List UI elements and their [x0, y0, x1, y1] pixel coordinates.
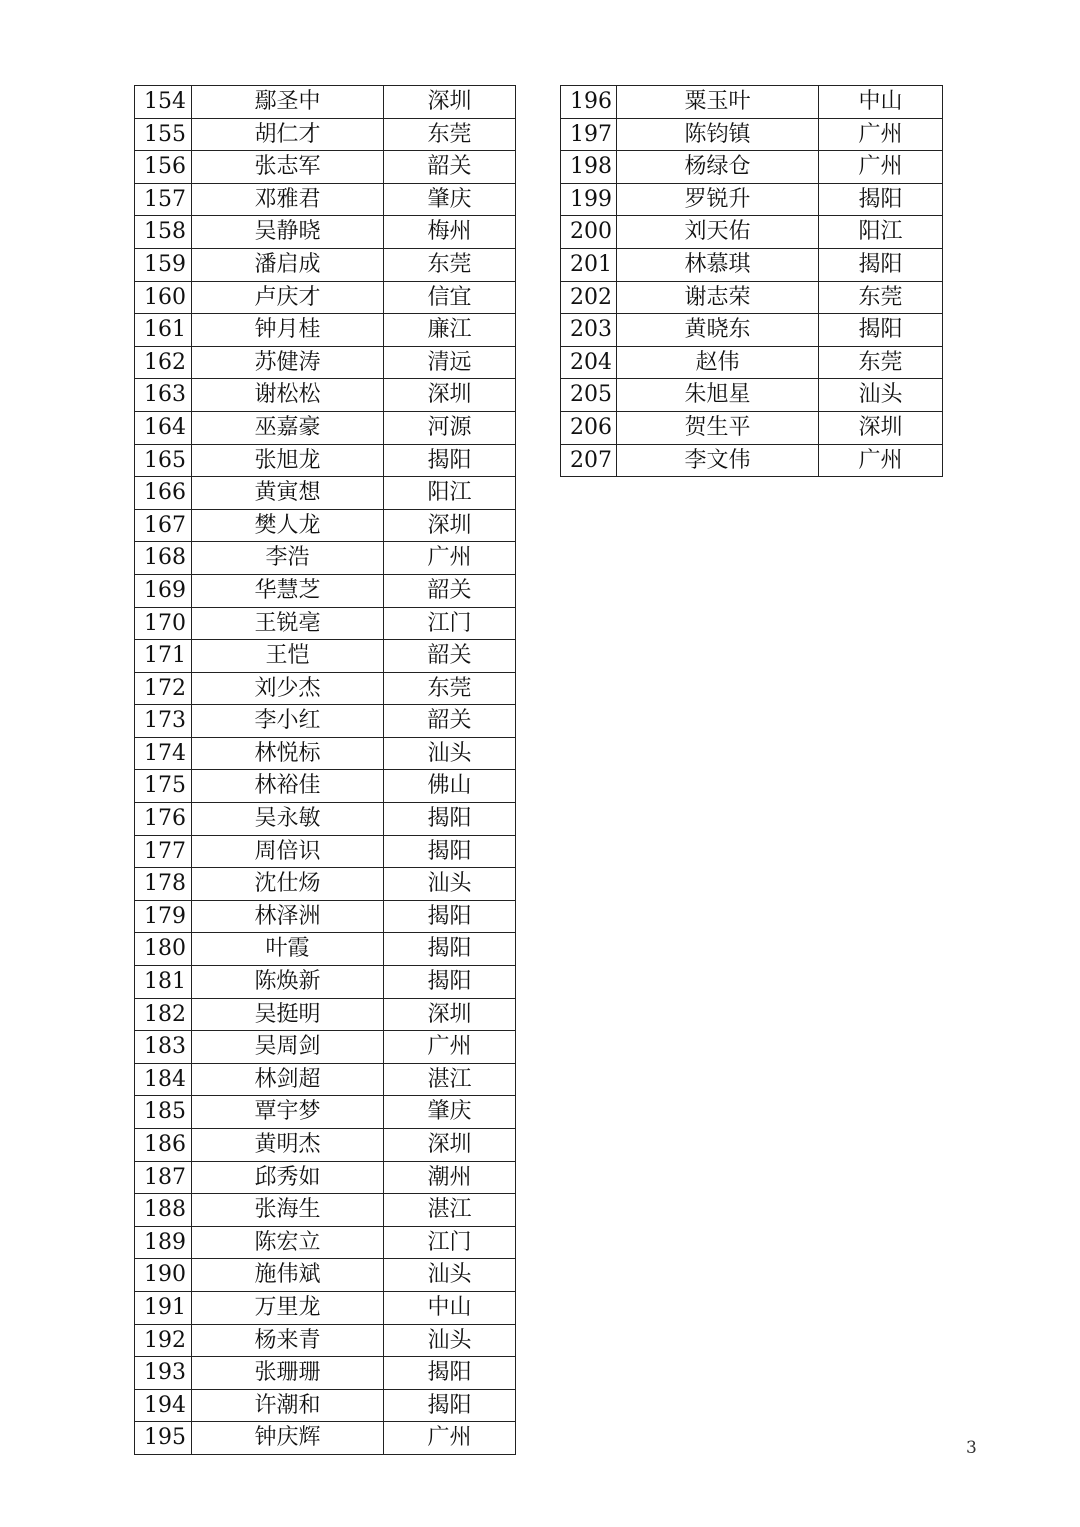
- person-name: 鄢圣中: [192, 86, 384, 119]
- row-number: 158: [135, 216, 192, 249]
- city-name: 揭阳: [819, 248, 943, 281]
- city-name: 韶关: [384, 574, 516, 607]
- table-row: [561, 444, 943, 477]
- city-name: 河源: [384, 411, 516, 444]
- person-name: 李文伟: [617, 444, 819, 477]
- person-name: 吴永敏: [192, 803, 384, 836]
- table-row: [135, 151, 516, 184]
- city-name: 阳江: [819, 216, 943, 249]
- row-number: 195: [135, 1422, 192, 1455]
- city-name: 揭阳: [384, 900, 516, 933]
- person-name: 苏健涛: [192, 346, 384, 379]
- table-row: [135, 835, 516, 868]
- roster-table-right-body: [561, 86, 943, 477]
- table-row: [135, 705, 516, 738]
- city-name: 东莞: [819, 346, 943, 379]
- row-number: 163: [135, 379, 192, 412]
- city-name: 肇庆: [384, 183, 516, 216]
- row-number: 177: [135, 835, 192, 868]
- person-name: 粟玉叶: [617, 86, 819, 119]
- person-name: 黄晓东: [617, 314, 819, 347]
- row-number: 155: [135, 118, 192, 151]
- city-name: 汕头: [384, 1324, 516, 1357]
- city-name: 信宜: [384, 281, 516, 314]
- city-name: 广州: [384, 1422, 516, 1455]
- row-number: 205: [561, 379, 617, 412]
- table-row: [561, 281, 943, 314]
- row-number: 176: [135, 803, 192, 836]
- row-number: 190: [135, 1259, 192, 1292]
- person-name: 林剑超: [192, 1063, 384, 1096]
- row-number: 183: [135, 1031, 192, 1064]
- row-number: 204: [561, 346, 617, 379]
- city-name: 东莞: [384, 248, 516, 281]
- row-number: 174: [135, 737, 192, 770]
- person-name: 吴静晓: [192, 216, 384, 249]
- table-row: [135, 1291, 516, 1324]
- table-row: [135, 1129, 516, 1162]
- table-row: [135, 672, 516, 705]
- person-name: 黄寅想: [192, 477, 384, 510]
- city-name: 广州: [384, 542, 516, 575]
- row-number: 160: [135, 281, 192, 314]
- row-number: 207: [561, 444, 617, 477]
- table-row: [561, 216, 943, 249]
- city-name: 湛江: [384, 1063, 516, 1096]
- table-row: [135, 1357, 516, 1390]
- row-number: 203: [561, 314, 617, 347]
- table-row: [135, 803, 516, 836]
- table-row: [561, 411, 943, 444]
- table-row: [135, 183, 516, 216]
- city-name: 揭阳: [384, 444, 516, 477]
- city-name: 中山: [384, 1291, 516, 1324]
- row-number: 197: [561, 118, 617, 151]
- person-name: 陈焕新: [192, 966, 384, 999]
- row-number: 201: [561, 248, 617, 281]
- city-name: 东莞: [384, 672, 516, 705]
- person-name: 张海生: [192, 1194, 384, 1227]
- city-name: 中山: [819, 86, 943, 119]
- row-number: 200: [561, 216, 617, 249]
- city-name: 汕头: [384, 1259, 516, 1292]
- city-name: 揭阳: [384, 966, 516, 999]
- row-number: 164: [135, 411, 192, 444]
- table-row: [135, 966, 516, 999]
- table-row: [561, 248, 943, 281]
- row-number: 184: [135, 1063, 192, 1096]
- person-name: 陈宏立: [192, 1226, 384, 1259]
- row-number: 154: [135, 86, 192, 119]
- city-name: 广州: [819, 118, 943, 151]
- person-name: 朱旭星: [617, 379, 819, 412]
- city-name: 广州: [819, 444, 943, 477]
- person-name: 张旭龙: [192, 444, 384, 477]
- city-name: 江门: [384, 607, 516, 640]
- city-name: 江门: [384, 1226, 516, 1259]
- city-name: 韶关: [384, 705, 516, 738]
- city-name: 揭阳: [384, 1389, 516, 1422]
- table-row: [135, 1226, 516, 1259]
- table-row: [135, 542, 516, 575]
- person-name: 叶霞: [192, 933, 384, 966]
- city-name: 深圳: [384, 998, 516, 1031]
- city-name: 深圳: [384, 509, 516, 542]
- person-name: 邱秀如: [192, 1161, 384, 1194]
- city-name: 深圳: [384, 1129, 516, 1162]
- person-name: 陈钧镇: [617, 118, 819, 151]
- person-name: 潘启成: [192, 248, 384, 281]
- row-number: 178: [135, 868, 192, 901]
- person-name: 林裕佳: [192, 770, 384, 803]
- city-name: 清远: [384, 346, 516, 379]
- city-name: 深圳: [384, 379, 516, 412]
- person-name: 吴挺明: [192, 998, 384, 1031]
- person-name: 林悦标: [192, 737, 384, 770]
- table-row: [561, 314, 943, 347]
- person-name: 王锐亳: [192, 607, 384, 640]
- row-number: 173: [135, 705, 192, 738]
- person-name: 周倍识: [192, 835, 384, 868]
- table-row: [561, 118, 943, 151]
- row-number: 189: [135, 1226, 192, 1259]
- row-number: 162: [135, 346, 192, 379]
- table-row: [135, 1422, 516, 1455]
- city-name: 广州: [384, 1031, 516, 1064]
- row-number: 157: [135, 183, 192, 216]
- person-name: 张珊珊: [192, 1357, 384, 1390]
- page-number: 3: [966, 1438, 977, 1458]
- table-row: [135, 770, 516, 803]
- person-name: 巫嘉豪: [192, 411, 384, 444]
- person-name: 罗锐升: [617, 183, 819, 216]
- person-name: 李浩: [192, 542, 384, 575]
- person-name: 贺生平: [617, 411, 819, 444]
- city-name: 汕头: [384, 868, 516, 901]
- row-number: 199: [561, 183, 617, 216]
- person-name: 许潮和: [192, 1389, 384, 1422]
- table-row: [135, 379, 516, 412]
- person-name: 林泽洲: [192, 900, 384, 933]
- city-name: 揭阳: [384, 803, 516, 836]
- roster-table-left: [134, 85, 516, 1455]
- row-number: 171: [135, 640, 192, 673]
- row-number: 193: [135, 1357, 192, 1390]
- city-name: 揭阳: [384, 933, 516, 966]
- person-name: 王恺: [192, 640, 384, 673]
- city-name: 肇庆: [384, 1096, 516, 1129]
- city-name: 汕头: [819, 379, 943, 412]
- person-name: 李小红: [192, 705, 384, 738]
- city-name: 东莞: [819, 281, 943, 314]
- row-number: 202: [561, 281, 617, 314]
- table-row: [135, 868, 516, 901]
- row-number: 194: [135, 1389, 192, 1422]
- city-name: 汕头: [384, 737, 516, 770]
- table-row: [135, 1161, 516, 1194]
- table-row: [135, 216, 516, 249]
- person-name: 张志军: [192, 151, 384, 184]
- city-name: 廉江: [384, 314, 516, 347]
- row-number: 186: [135, 1129, 192, 1162]
- row-number: 159: [135, 248, 192, 281]
- table-row: [135, 444, 516, 477]
- table-row: [561, 183, 943, 216]
- row-number: 196: [561, 86, 617, 119]
- person-name: 杨绿仓: [617, 151, 819, 184]
- table-row: [135, 574, 516, 607]
- row-number: 168: [135, 542, 192, 575]
- person-name: 赵伟: [617, 346, 819, 379]
- person-name: 黄明杰: [192, 1129, 384, 1162]
- roster-table-left-body: [135, 86, 516, 1455]
- person-name: 施伟斌: [192, 1259, 384, 1292]
- row-number: 182: [135, 998, 192, 1031]
- person-name: 谢松松: [192, 379, 384, 412]
- table-row: [135, 248, 516, 281]
- table-row: [561, 379, 943, 412]
- city-name: 阳江: [384, 477, 516, 510]
- row-number: 191: [135, 1291, 192, 1324]
- table-row: [135, 737, 516, 770]
- person-name: 邓雅君: [192, 183, 384, 216]
- city-name: 揭阳: [819, 314, 943, 347]
- city-name: 梅州: [384, 216, 516, 249]
- city-name: 韶关: [384, 151, 516, 184]
- table-row: [135, 1063, 516, 1096]
- row-number: 175: [135, 770, 192, 803]
- person-name: 樊人龙: [192, 509, 384, 542]
- person-name: 刘天佑: [617, 216, 819, 249]
- row-number: 170: [135, 607, 192, 640]
- row-number: 172: [135, 672, 192, 705]
- roster-table-right: [560, 85, 943, 477]
- person-name: 覃宇梦: [192, 1096, 384, 1129]
- row-number: 206: [561, 411, 617, 444]
- row-number: 180: [135, 933, 192, 966]
- city-name: 深圳: [384, 86, 516, 119]
- city-name: 潮州: [384, 1161, 516, 1194]
- person-name: 沈仕炀: [192, 868, 384, 901]
- row-number: 156: [135, 151, 192, 184]
- table-row: [135, 998, 516, 1031]
- city-name: 韶关: [384, 640, 516, 673]
- city-name: 东莞: [384, 118, 516, 151]
- person-name: 谢志荣: [617, 281, 819, 314]
- table-row: [135, 1031, 516, 1064]
- row-number: 167: [135, 509, 192, 542]
- city-name: 佛山: [384, 770, 516, 803]
- row-number: 188: [135, 1194, 192, 1227]
- table-row: [135, 933, 516, 966]
- person-name: 刘少杰: [192, 672, 384, 705]
- table-row: [135, 900, 516, 933]
- row-number: 179: [135, 900, 192, 933]
- row-number: 187: [135, 1161, 192, 1194]
- city-name: 广州: [819, 151, 943, 184]
- person-name: 杨来青: [192, 1324, 384, 1357]
- city-name: 揭阳: [384, 1357, 516, 1390]
- table-row: [561, 346, 943, 379]
- table-row: [561, 86, 943, 119]
- city-name: 揭阳: [819, 183, 943, 216]
- table-row: [135, 1194, 516, 1227]
- table-row: [135, 346, 516, 379]
- city-name: 揭阳: [384, 835, 516, 868]
- person-name: 钟月桂: [192, 314, 384, 347]
- person-name: 林慕琪: [617, 248, 819, 281]
- person-name: 钟庆辉: [192, 1422, 384, 1455]
- table-row: [135, 1389, 516, 1422]
- table-row: [135, 314, 516, 347]
- person-name: 吴周剑: [192, 1031, 384, 1064]
- person-name: 卢庆才: [192, 281, 384, 314]
- table-row: [135, 509, 516, 542]
- row-number: 185: [135, 1096, 192, 1129]
- person-name: 胡仁才: [192, 118, 384, 151]
- row-number: 198: [561, 151, 617, 184]
- row-number: 169: [135, 574, 192, 607]
- table-row: [135, 1259, 516, 1292]
- row-number: 166: [135, 477, 192, 510]
- row-number: 192: [135, 1324, 192, 1357]
- table-row: [135, 86, 516, 119]
- table-row: [135, 411, 516, 444]
- city-name: 深圳: [819, 411, 943, 444]
- person-name: 万里龙: [192, 1291, 384, 1324]
- table-row: [135, 607, 516, 640]
- table-row: [561, 151, 943, 184]
- row-number: 161: [135, 314, 192, 347]
- person-name: 华慧芝: [192, 574, 384, 607]
- table-row: [135, 1096, 516, 1129]
- table-row: [135, 281, 516, 314]
- table-row: [135, 118, 516, 151]
- table-row: [135, 640, 516, 673]
- city-name: 湛江: [384, 1194, 516, 1227]
- table-row: [135, 1324, 516, 1357]
- row-number: 181: [135, 966, 192, 999]
- table-row: [135, 477, 516, 510]
- row-number: 165: [135, 444, 192, 477]
